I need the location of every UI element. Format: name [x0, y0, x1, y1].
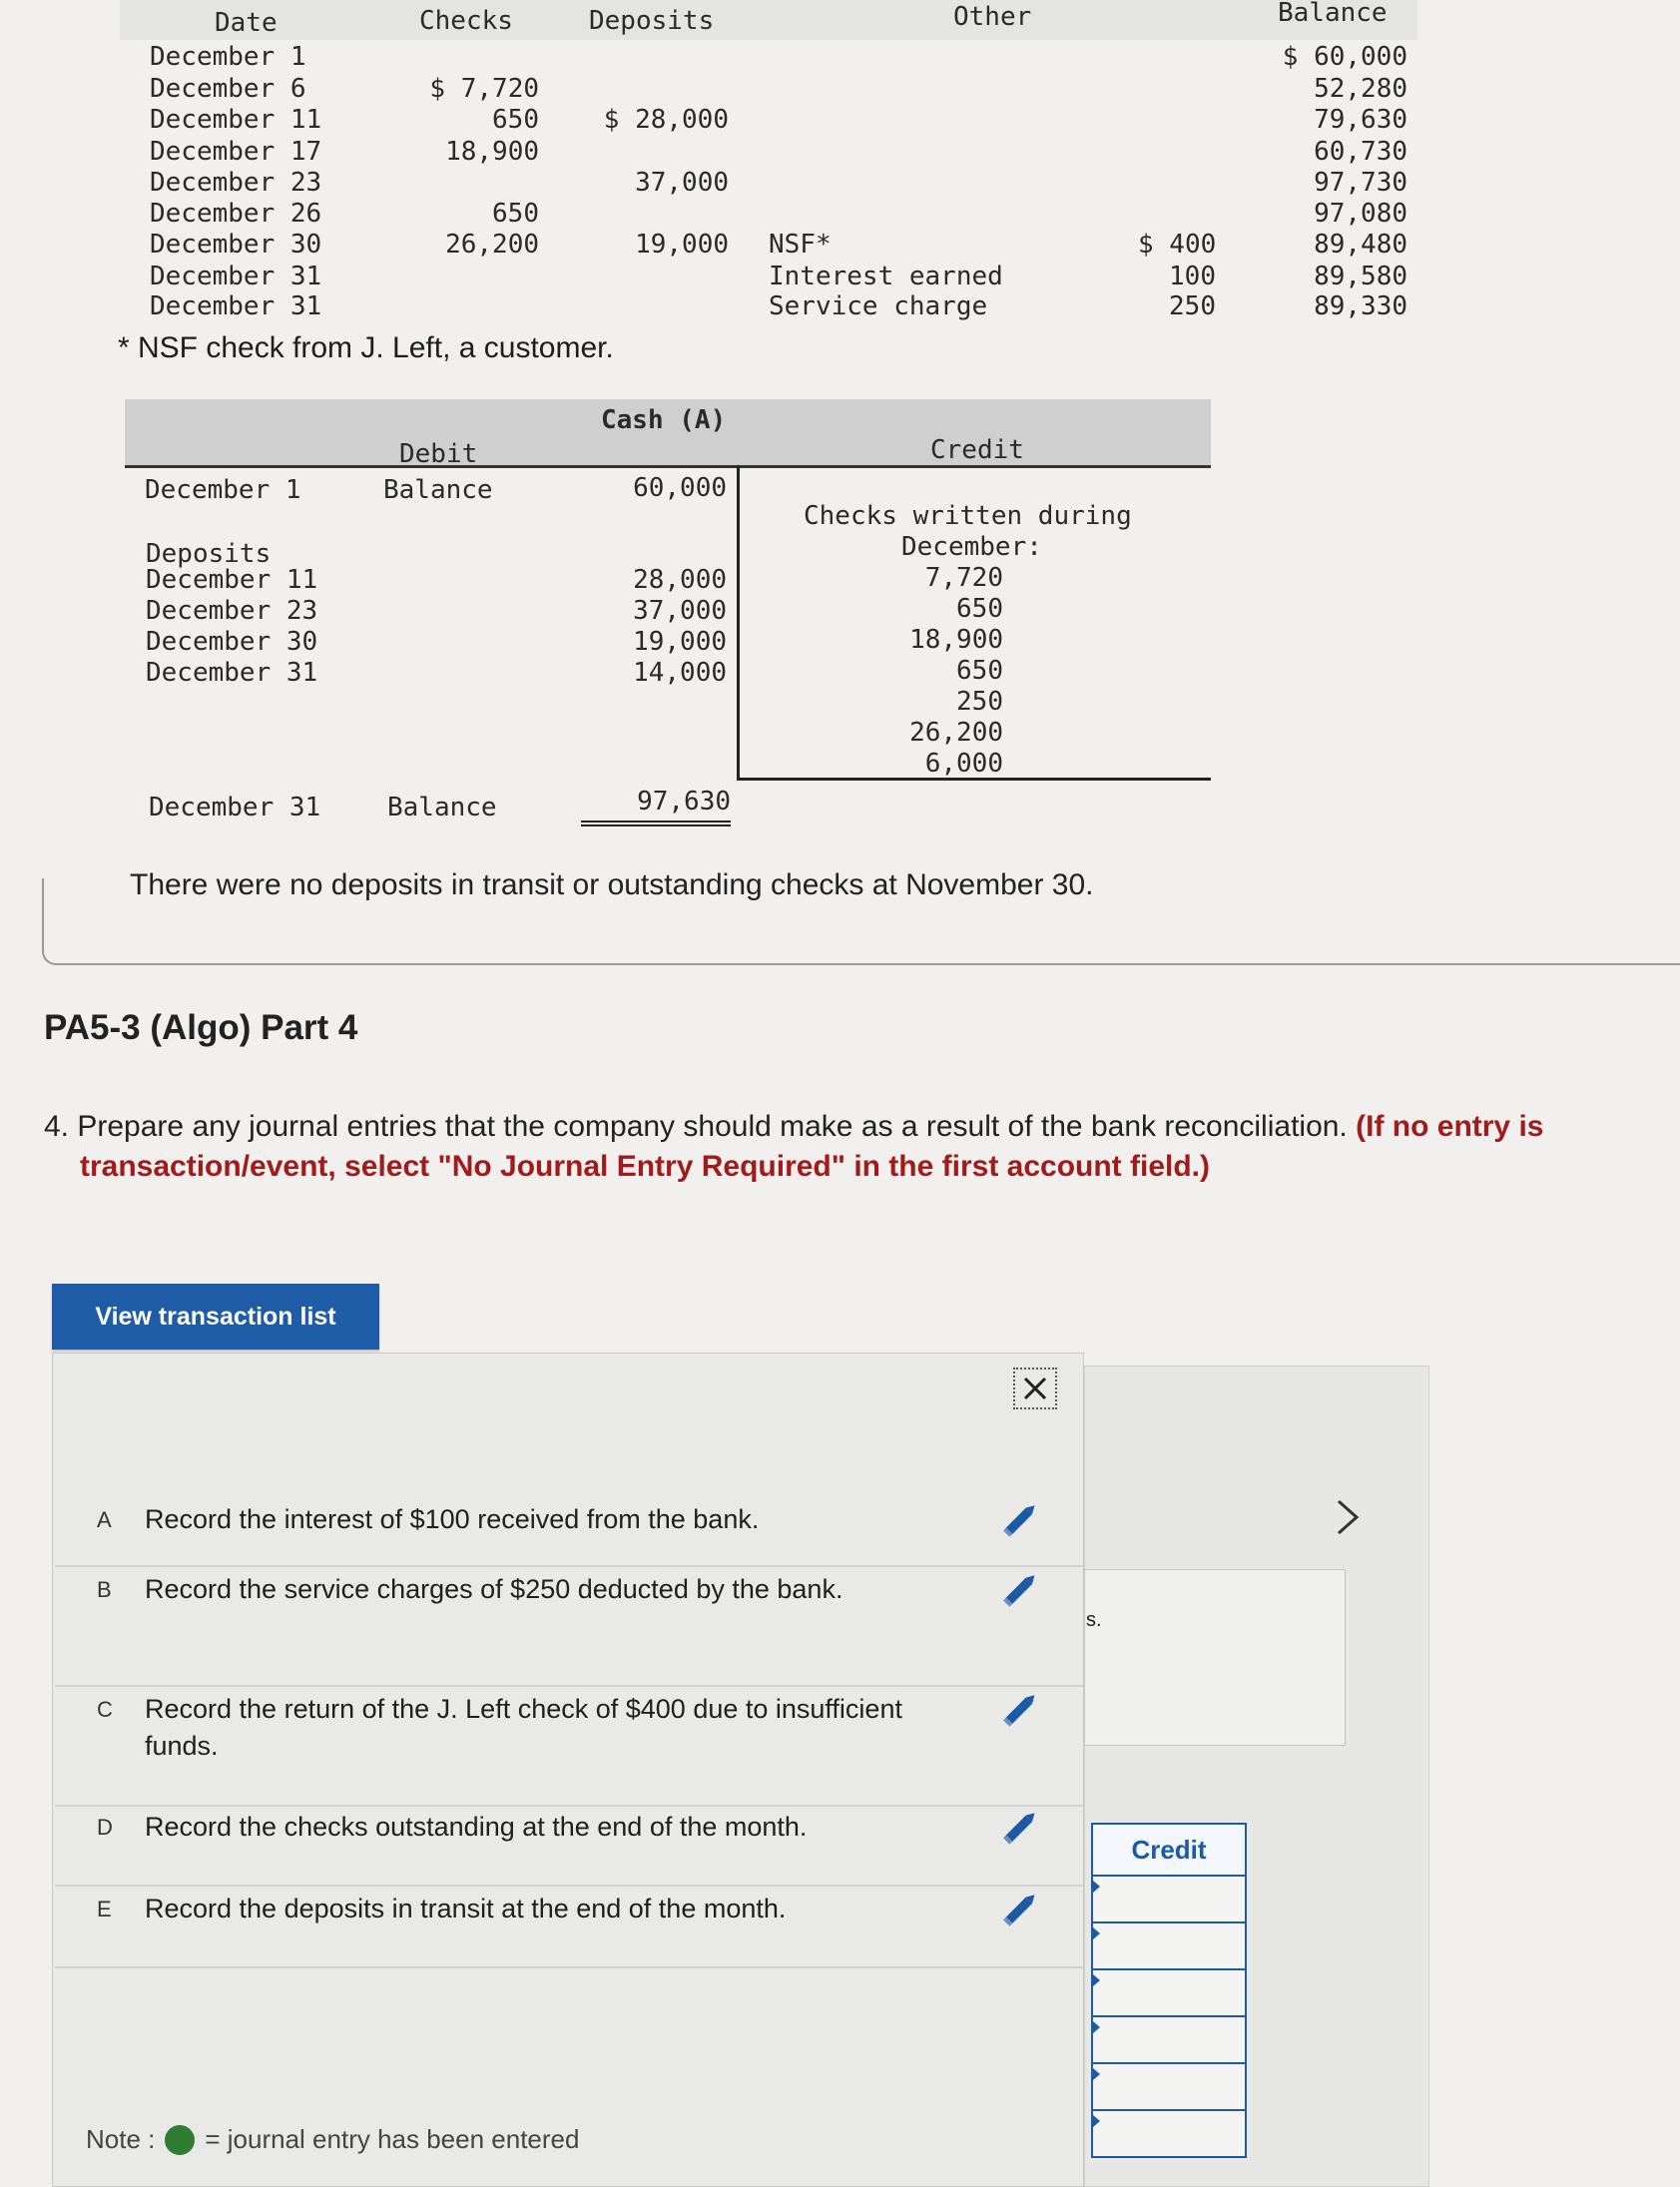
- credit-input[interactable]: [1091, 2111, 1247, 2158]
- checks-written-label-2: December:: [901, 532, 1042, 562]
- statement-date: December 11: [150, 105, 322, 135]
- statement-deposits: 37,000: [635, 168, 729, 198]
- statement-checks: $ 7,720: [429, 74, 539, 104]
- worksheet-box: [1084, 1569, 1346, 1746]
- statement-row: [150, 105, 1427, 136]
- part-title: PA5-3 (Algo) Part 4: [44, 1008, 358, 1047]
- deposit-date: December 23: [146, 596, 318, 626]
- header-other: Other: [953, 2, 1032, 32]
- statement-row: [150, 74, 1427, 105]
- transaction-letter: E: [97, 1897, 112, 1921]
- edit-pencil-icon[interactable]: [998, 1805, 1048, 1855]
- edit-pencil-icon[interactable]: [998, 1497, 1048, 1547]
- statement-balance: 97,080: [1314, 199, 1407, 229]
- transaction-letter: C: [97, 1697, 113, 1722]
- check-amount: 7,720: [924, 563, 1003, 593]
- transaction-text: Record the interest of $100 received from the bank.: [145, 1504, 760, 1534]
- question-instruction-1: (If no entry is: [1356, 1110, 1544, 1143]
- statement-balance: 79,630: [1314, 105, 1407, 135]
- statement-other-amount: $ 400: [1138, 230, 1217, 260]
- deposit-amount: 14,000: [633, 658, 727, 688]
- statement-balance: $ 60,000: [1282, 42, 1407, 72]
- statement-date: December 30: [150, 230, 322, 260]
- opening-label: Balance: [383, 475, 493, 505]
- checks-written-label: Checks written during: [804, 501, 1132, 531]
- deposit-date: December 31: [146, 658, 318, 688]
- nsf-footnote: * NSF check from J. Left, a customer.: [118, 331, 614, 364]
- statement-balance: 89,330: [1314, 291, 1407, 321]
- header-balance: Balance: [1278, 0, 1388, 28]
- transaction-item[interactable]: [55, 1567, 1083, 1687]
- note-text: = journal entry has been entered: [205, 2124, 580, 2154]
- statement-other-amount: 250: [1169, 291, 1216, 321]
- deposits-label: Deposits: [146, 539, 272, 569]
- transaction-item[interactable]: [55, 1805, 1083, 1887]
- statement-checks: 650: [492, 199, 539, 229]
- statement-other-label: NSF*: [769, 230, 832, 260]
- statement-row: [150, 291, 1427, 322]
- deposit-date: December 11: [146, 565, 318, 595]
- statement-balance: 60,730: [1314, 137, 1407, 167]
- check-amount: 26,200: [909, 718, 1003, 748]
- transaction-text: Record the deposits in transit at the end of the month.: [145, 1894, 787, 1923]
- statement-checks: 18,900: [445, 137, 539, 167]
- closing-amount: 97,630: [581, 787, 731, 826]
- green-dot-icon: [165, 2125, 195, 2155]
- statement-date: December 17: [150, 137, 322, 167]
- transaction-item[interactable]: [55, 1687, 1083, 1807]
- check-amount: 18,900: [909, 625, 1003, 655]
- credit-input[interactable]: [1091, 1970, 1247, 2017]
- transaction-text: Record the service charges of $250 deducted by the bank.: [145, 1574, 843, 1604]
- credit-input[interactable]: [1091, 2064, 1247, 2111]
- close-icon[interactable]: [1013, 1367, 1057, 1409]
- check-amount: 250: [956, 687, 1003, 717]
- statement-row: [150, 199, 1427, 230]
- statement-row: [150, 42, 1427, 73]
- closing-date: December 31: [149, 793, 321, 822]
- header-deposits: Deposits: [589, 6, 715, 36]
- question-line-1: [44, 1110, 1680, 1144]
- header-checks: Checks: [419, 6, 513, 36]
- credit-label: Credit: [930, 435, 1024, 465]
- statement-checks: 650: [492, 105, 539, 135]
- transaction-letter: B: [97, 1577, 112, 1602]
- credit-header: Credit: [1091, 1823, 1247, 1877]
- next-arrow-icon[interactable]: [1333, 1497, 1363, 1537]
- view-transaction-list-button[interactable]: View transaction list: [52, 1284, 379, 1350]
- problem-card-border: [42, 878, 1680, 965]
- note-label: Note :: [86, 2124, 156, 2154]
- statement-date: December 23: [150, 168, 322, 198]
- opening-amount: 60,000: [633, 473, 727, 503]
- statement-date: December 31: [150, 262, 322, 291]
- t-account-divider: [737, 465, 740, 779]
- statement-deposits: $ 28,000: [603, 105, 729, 135]
- check-amount: 6,000: [924, 749, 1003, 779]
- statement-other-label: Service charge: [769, 291, 988, 321]
- statement-row: [150, 262, 1427, 292]
- deposit-amount: 28,000: [633, 565, 727, 595]
- statement-date: December 31: [150, 291, 322, 321]
- november-note: There were no deposits in transit or outstanding checks at November 30.: [130, 868, 1094, 901]
- edit-pencil-icon[interactable]: [998, 1687, 1048, 1737]
- transaction-letter: A: [97, 1507, 112, 1532]
- credit-input[interactable]: [1091, 2017, 1247, 2064]
- transaction-letter: D: [97, 1815, 113, 1840]
- edit-pencil-icon[interactable]: [998, 1567, 1048, 1617]
- statement-date: December 1: [150, 42, 306, 72]
- transaction-text: Record the checks outstanding at the end of the month.: [145, 1812, 808, 1842]
- deposit-amount: 19,000: [633, 627, 727, 657]
- statement-balance: 89,480: [1314, 230, 1407, 260]
- edit-pencil-icon[interactable]: [998, 1887, 1048, 1936]
- statement-other-label: Interest earned: [769, 262, 1003, 291]
- transaction-item[interactable]: [55, 1887, 1083, 1968]
- question-number: 4.: [44, 1110, 70, 1143]
- statement-date: December 26: [150, 199, 322, 229]
- statement-checks: 26,200: [445, 230, 539, 260]
- header-date: Date: [215, 8, 278, 38]
- credit-column: [1091, 1823, 1247, 2158]
- statement-other-amount: 100: [1169, 262, 1216, 291]
- statement-date: December 6: [150, 74, 306, 104]
- check-amount: 650: [956, 594, 1003, 624]
- transaction-text: Record the return of the J. Left check of $400 due to insufficient funds.: [145, 1694, 902, 1761]
- statement-row: [150, 230, 1427, 261]
- statement-balance: 97,730: [1314, 168, 1407, 198]
- debit-label: Debit: [399, 439, 478, 469]
- closing-label: Balance: [387, 793, 497, 822]
- bank-statement-header: [120, 0, 1417, 40]
- opening-date: December 1: [145, 475, 301, 505]
- statement-balance: 89,580: [1314, 262, 1407, 291]
- statement-balance: 52,280: [1314, 74, 1407, 104]
- check-amount: 650: [956, 656, 1003, 686]
- deposit-date: December 30: [146, 627, 318, 657]
- cash-account-title: Cash (A): [601, 405, 727, 435]
- t-account-top-rule: [125, 465, 1211, 468]
- statement-row: [150, 137, 1427, 168]
- statement-row: [150, 168, 1427, 199]
- credit-input[interactable]: [1091, 1877, 1247, 1923]
- question-text: Prepare any journal entries that the company should make as a result of the bank reconciliation.: [77, 1110, 1348, 1143]
- credit-input[interactable]: [1091, 1923, 1247, 1970]
- worksheet-fragment: s.: [1086, 1609, 1102, 1631]
- transaction-item[interactable]: [55, 1497, 1083, 1567]
- question-instruction-2: transaction/event, select "No Journal Entry Required" in the first account field.): [80, 1150, 1211, 1183]
- deposit-amount: 37,000: [633, 596, 727, 626]
- note-legend: [86, 2124, 579, 2155]
- statement-deposits: 19,000: [635, 230, 729, 260]
